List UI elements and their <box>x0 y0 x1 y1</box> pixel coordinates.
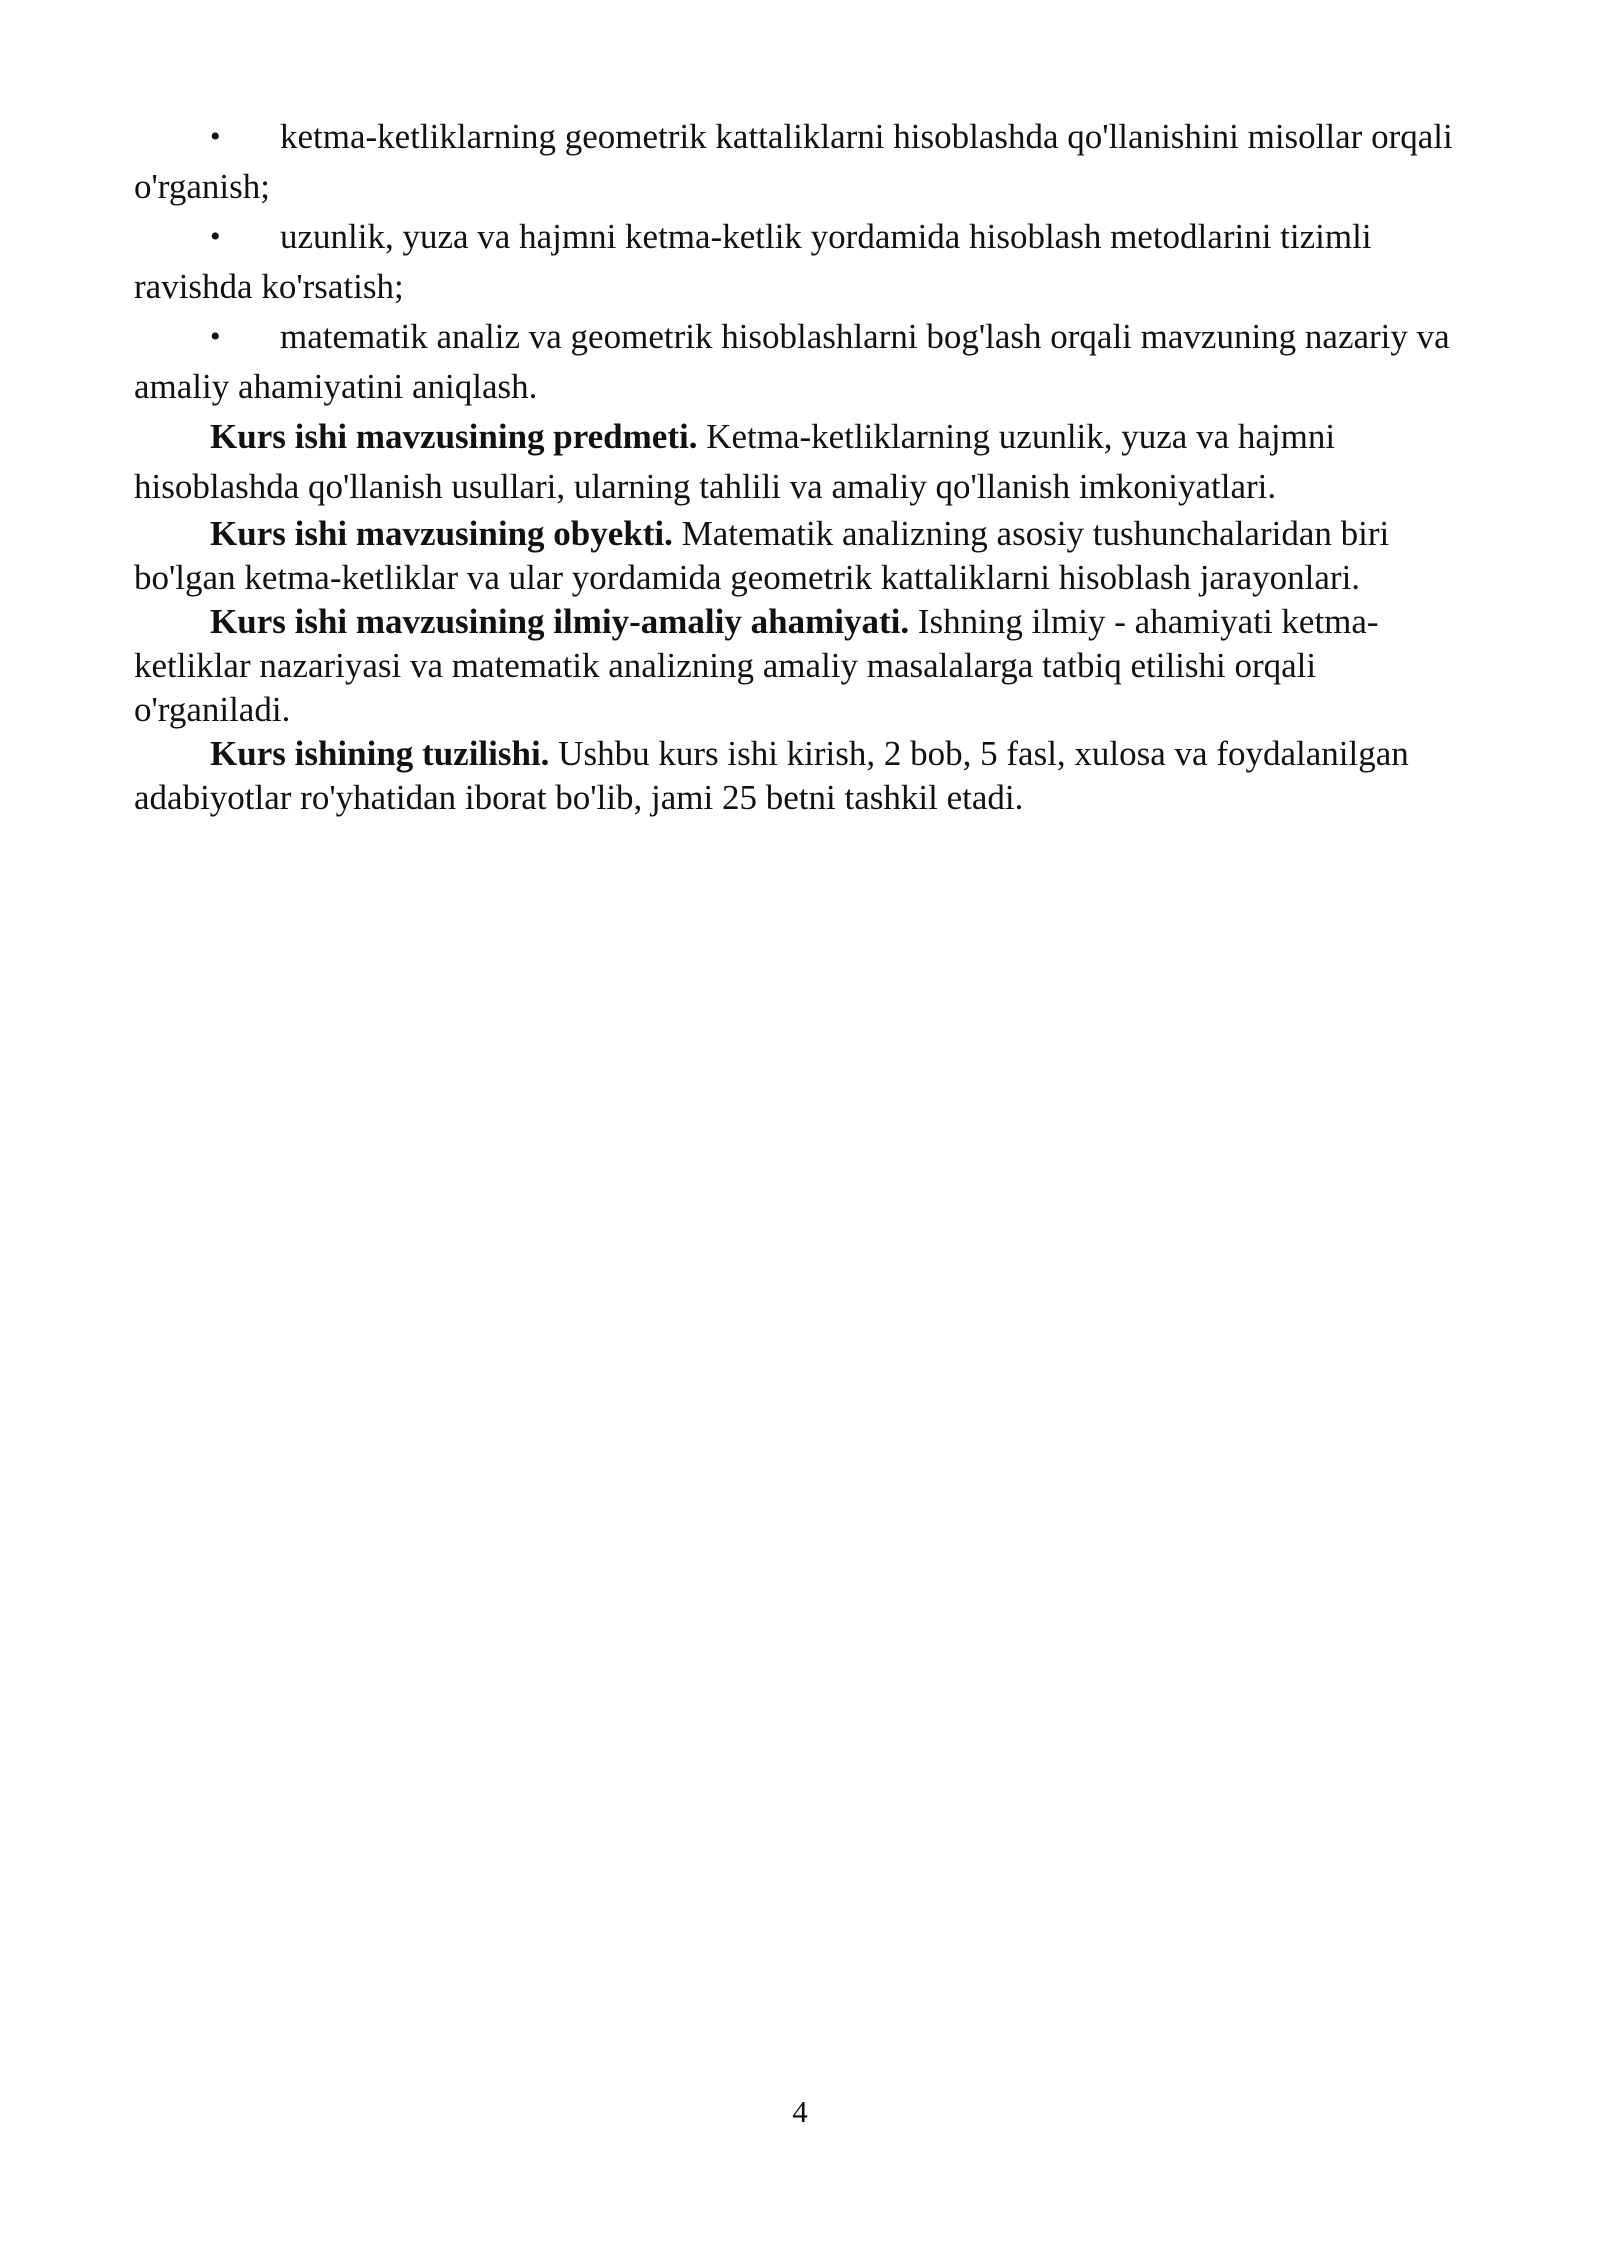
page-content <box>134 112 1480 820</box>
bullet-item <box>134 112 1480 212</box>
paragraph-heading: Kurs ishi mavzusining predmeti. <box>210 417 698 456</box>
paragraph-text: Ishning ilmiy - ahamiyati ketma-ketliklar nazariyasi va matematik analizning amaliy masalalarga tatbiq etilishi orqali o'rganiladi. <box>134 602 1379 729</box>
bullet-icon: • <box>210 320 221 353</box>
subject-paragraph <box>134 412 1480 512</box>
paragraph-heading: Kurs ishining tuzilishi. <box>210 734 550 773</box>
structure-paragraph <box>134 732 1480 820</box>
bullet-text: ketma-ketliklarning geometrik kattaliklarni hisoblashda qo'llanishini misollar orqali o'rganish; <box>134 117 1453 206</box>
bullet-text: matematik analiz va geometrik hisoblashlarni bog'lash orqali mavzuning nazariy va amaliy ahamiyatini aniqlash. <box>134 317 1450 406</box>
bullet-item <box>134 212 1480 312</box>
paragraph-text: Ketma-ketliklarning uzunlik, yuza va hajmni hisoblashda qo'llanish usullari, ularning tahlili va amaliy qo'llanish imkoniyatlari. <box>134 417 1336 506</box>
paragraph-heading: Kurs ishi mavzusining ilmiy-amaliy ahamiyati. <box>210 602 910 641</box>
bullet-item <box>134 312 1480 412</box>
bullet-text: uzunlik, yuza va hajmni ketma-ketlik yordamida hisoblash metodlarini tizimli ravishda ko'rsatish; <box>134 217 1372 306</box>
object-paragraph <box>134 512 1480 600</box>
page-number: 4 <box>792 2094 808 2129</box>
significance-paragraph <box>134 600 1480 732</box>
paragraph-heading: Kurs ishi mavzusining obyekti. <box>210 514 673 553</box>
paragraph-text: Matematik analizning asosiy tushunchalaridan biri bo'lgan ketma-ketliklar va ular yordamida geometrik kattaliklarni hisoblash jarayonlari. <box>134 514 1390 597</box>
bullet-icon: • <box>210 220 221 253</box>
paragraph-text: Ushbu kurs ishi kirish, 2 bob, 5 fasl, xulosa va foydalanilgan adabiyotlar ro'yhatidan iborat bo'lib, jami 25 betni tashkil etadi. <box>134 734 1409 817</box>
bullet-icon: • <box>210 120 221 153</box>
